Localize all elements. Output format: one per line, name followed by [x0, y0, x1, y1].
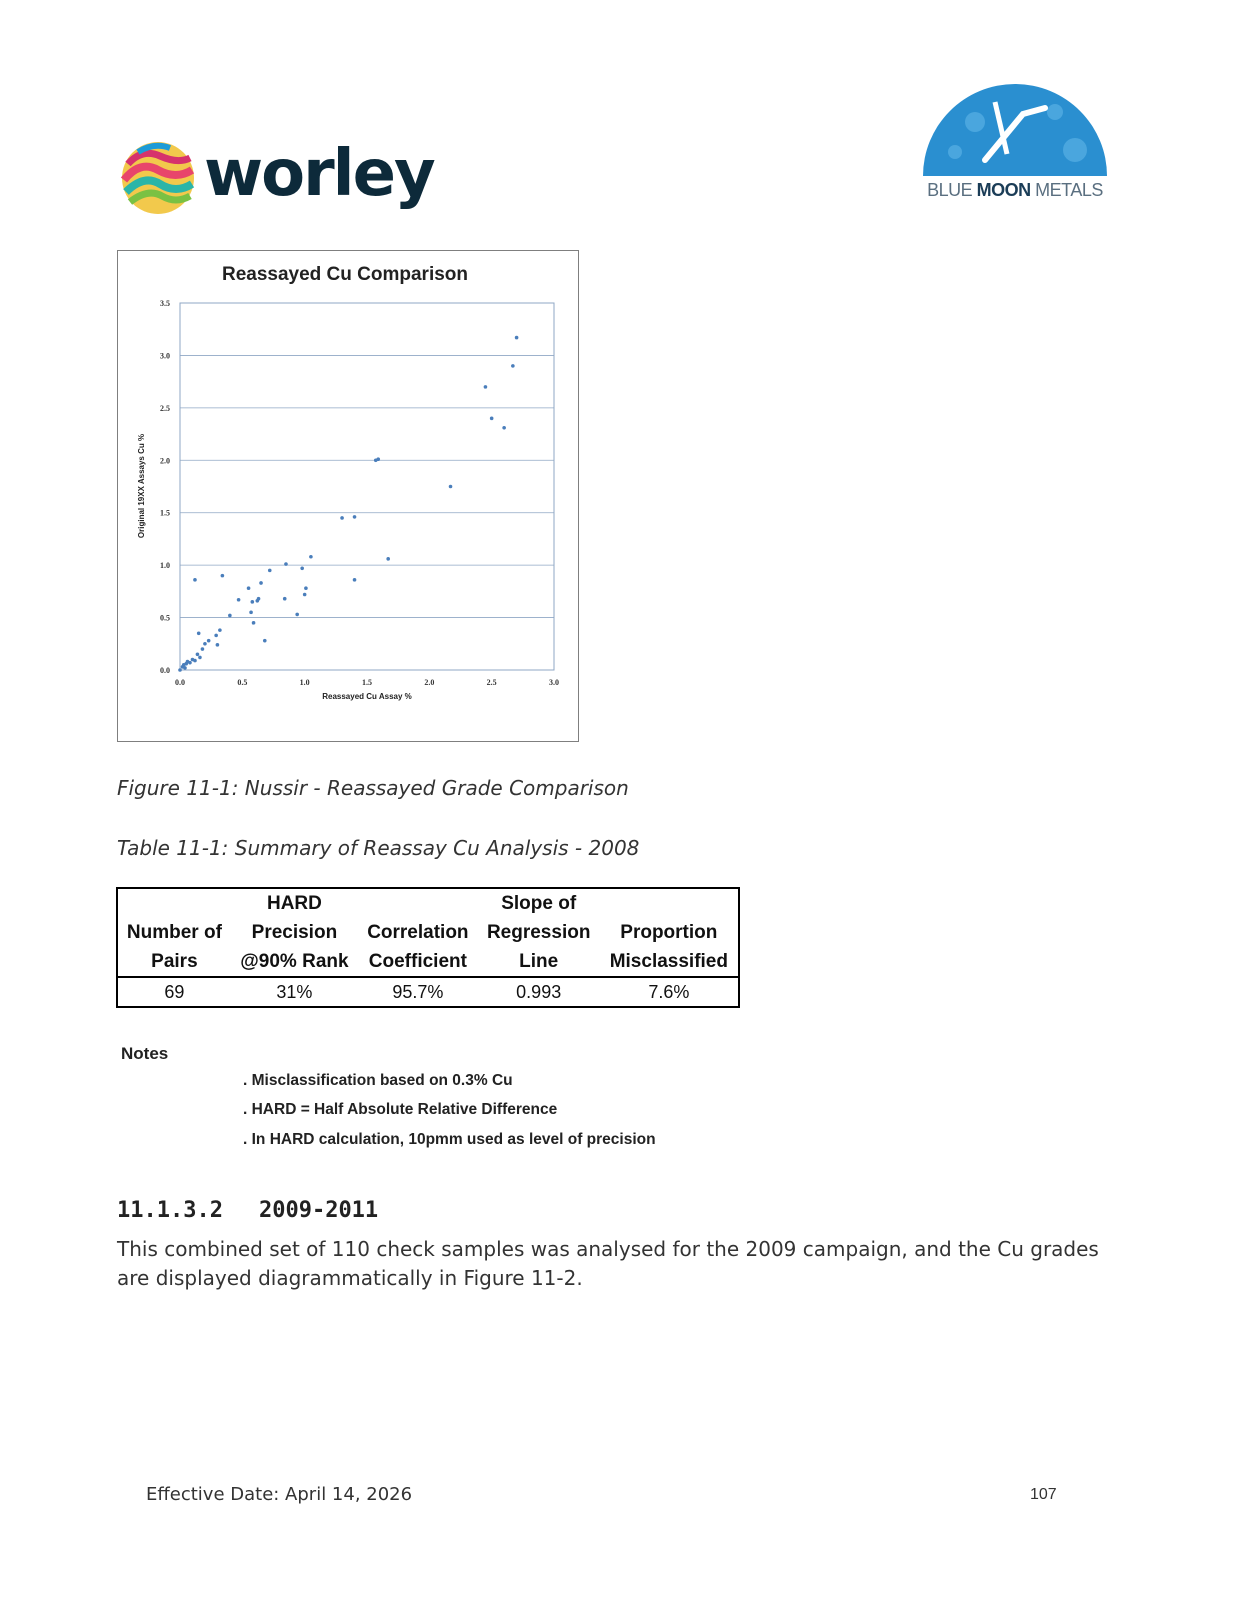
table-header-cell: Line [519, 951, 559, 972]
worley-logo [120, 130, 450, 220]
table-header-row [117, 918, 739, 947]
table-header-row [117, 947, 739, 977]
data-point [295, 613, 299, 617]
plot-area [180, 303, 554, 670]
table-caption: Table 11-1: Summary of Reassay Cu Analysis - 2008 [117, 836, 640, 860]
summary-table [116, 887, 740, 1008]
y-tick-label: 2.5 [160, 403, 170, 413]
table-cell: 95.7% [358, 977, 478, 1007]
worley-wordmark: worley [204, 137, 434, 211]
section-title: 2009-2011 [258, 1198, 379, 1223]
table-header-cell [117, 888, 231, 918]
scatter-chart [117, 250, 579, 742]
table-header-cell [358, 888, 478, 918]
data-point [376, 457, 380, 461]
data-points [178, 336, 518, 672]
x-tick-label: 2.0 [424, 678, 435, 687]
data-point [188, 661, 192, 665]
data-point [207, 639, 211, 643]
data-point [216, 643, 220, 647]
x-axis-title: Reassayed Cu Assay % [322, 692, 412, 701]
x-tick-label: 0.0 [175, 678, 185, 687]
data-point [268, 569, 272, 573]
data-point [214, 634, 218, 638]
blue-moon-metals-wordmark: BLUE MOON METALS [927, 180, 1103, 200]
figure-caption: Figure 11-1: Nussir - Reassayed Grade Comparison [117, 776, 629, 800]
data-point [283, 597, 287, 601]
section-number: 11.1.3.2 [117, 1198, 223, 1223]
chart-canvas [118, 251, 577, 740]
data-point [284, 562, 288, 566]
note-item: . HARD = Half Absolute Relative Difference [243, 1101, 558, 1118]
table-header-cell: Precision [251, 922, 338, 943]
x-tick-label: 0.5 [237, 678, 248, 687]
data-point [237, 598, 241, 602]
note-item: . Misclassification based on 0.3% Cu [243, 1072, 513, 1089]
y-axis-ticks [160, 299, 170, 675]
data-point [449, 485, 453, 489]
table-header-cell: Regression [486, 922, 591, 943]
x-tick-label: 1.5 [362, 678, 372, 687]
table-cell: 31% [231, 977, 358, 1007]
table-header-cell: Number of [126, 922, 222, 943]
data-point [511, 364, 515, 368]
data-point [228, 614, 232, 618]
data-point [198, 656, 202, 660]
data-point [490, 417, 494, 421]
data-point [300, 566, 304, 570]
data-point [196, 652, 200, 656]
y-tick-label: 3.0 [160, 351, 170, 361]
chart-title: Reassayed Cu Comparison [221, 264, 469, 285]
data-point [249, 611, 253, 615]
chart-gridlines [180, 303, 554, 670]
note-item: . In HARD calculation, 10pmm used as level of precision [243, 1131, 656, 1148]
y-axis-title: Original 19XX Assays Cu % [137, 433, 146, 539]
page-number: 107 [1030, 1486, 1057, 1503]
table-cell: 7.6% [600, 977, 739, 1007]
y-tick-label: 3.5 [160, 299, 170, 308]
data-point [263, 639, 267, 643]
table-header-row [117, 888, 739, 918]
table-row [117, 977, 739, 1007]
moon-pickaxe-icon [915, 72, 1115, 182]
table-header-cell: Correlation [367, 922, 469, 943]
data-point [247, 586, 251, 590]
notes-title: Notes [121, 1044, 169, 1063]
data-point [251, 600, 255, 604]
table-header-cell: Coefficient [368, 951, 467, 972]
x-tick-label: 2.5 [486, 678, 497, 687]
data-point [183, 666, 187, 670]
data-point [203, 642, 207, 646]
table-header-cell: Pairs [151, 951, 198, 972]
data-point [257, 597, 261, 601]
data-point [386, 557, 390, 561]
x-tick-label: 1.0 [299, 678, 310, 687]
data-point [221, 574, 225, 578]
data-point [193, 578, 197, 582]
data-point [197, 632, 201, 636]
data-point [484, 385, 488, 389]
data-point [252, 621, 256, 625]
data-point [259, 581, 263, 585]
data-point [304, 586, 308, 590]
footer-effective-date: Effective Date: April 14, 2026 [146, 1484, 413, 1505]
table-cell: 69 [117, 977, 231, 1007]
y-tick-label: 1.0 [160, 561, 170, 571]
data-point [515, 336, 519, 340]
section-heading [117, 1198, 378, 1223]
y-tick-label: 2.0 [160, 456, 170, 466]
data-point [178, 668, 182, 672]
table-header-cell: Misclassified [609, 951, 728, 972]
data-point [353, 515, 357, 519]
table-cell: 0.993 [478, 977, 600, 1007]
data-point [353, 578, 357, 582]
worley-swirl-icon [120, 140, 196, 216]
data-point [309, 555, 313, 559]
blue-moon-metals-logo [915, 72, 1115, 202]
table-header-cell [600, 888, 739, 918]
table-header-cell: HARD [266, 893, 322, 914]
y-tick-label: 1.5 [160, 508, 170, 518]
x-axis-ticks [175, 678, 559, 687]
data-point [502, 426, 506, 430]
table-header-cell: Slope of [501, 893, 577, 914]
data-point [218, 628, 222, 632]
data-point [340, 516, 344, 520]
data-point [201, 647, 205, 651]
table-header-cell: @90% Rank [240, 951, 349, 972]
table-header-cell: Proportion [620, 922, 718, 943]
x-tick-label: 3.0 [549, 678, 559, 687]
y-tick-label: 0.5 [160, 613, 170, 623]
data-point [303, 593, 307, 597]
data-point [193, 659, 197, 663]
body-paragraph: This combined set of 110 check samples was analysed for the 2009 campaign, and the Cu grades are displayed diagrammatically in Figure 11-2. [117, 1237, 1099, 1290]
y-tick-label: 0.0 [160, 666, 170, 675]
